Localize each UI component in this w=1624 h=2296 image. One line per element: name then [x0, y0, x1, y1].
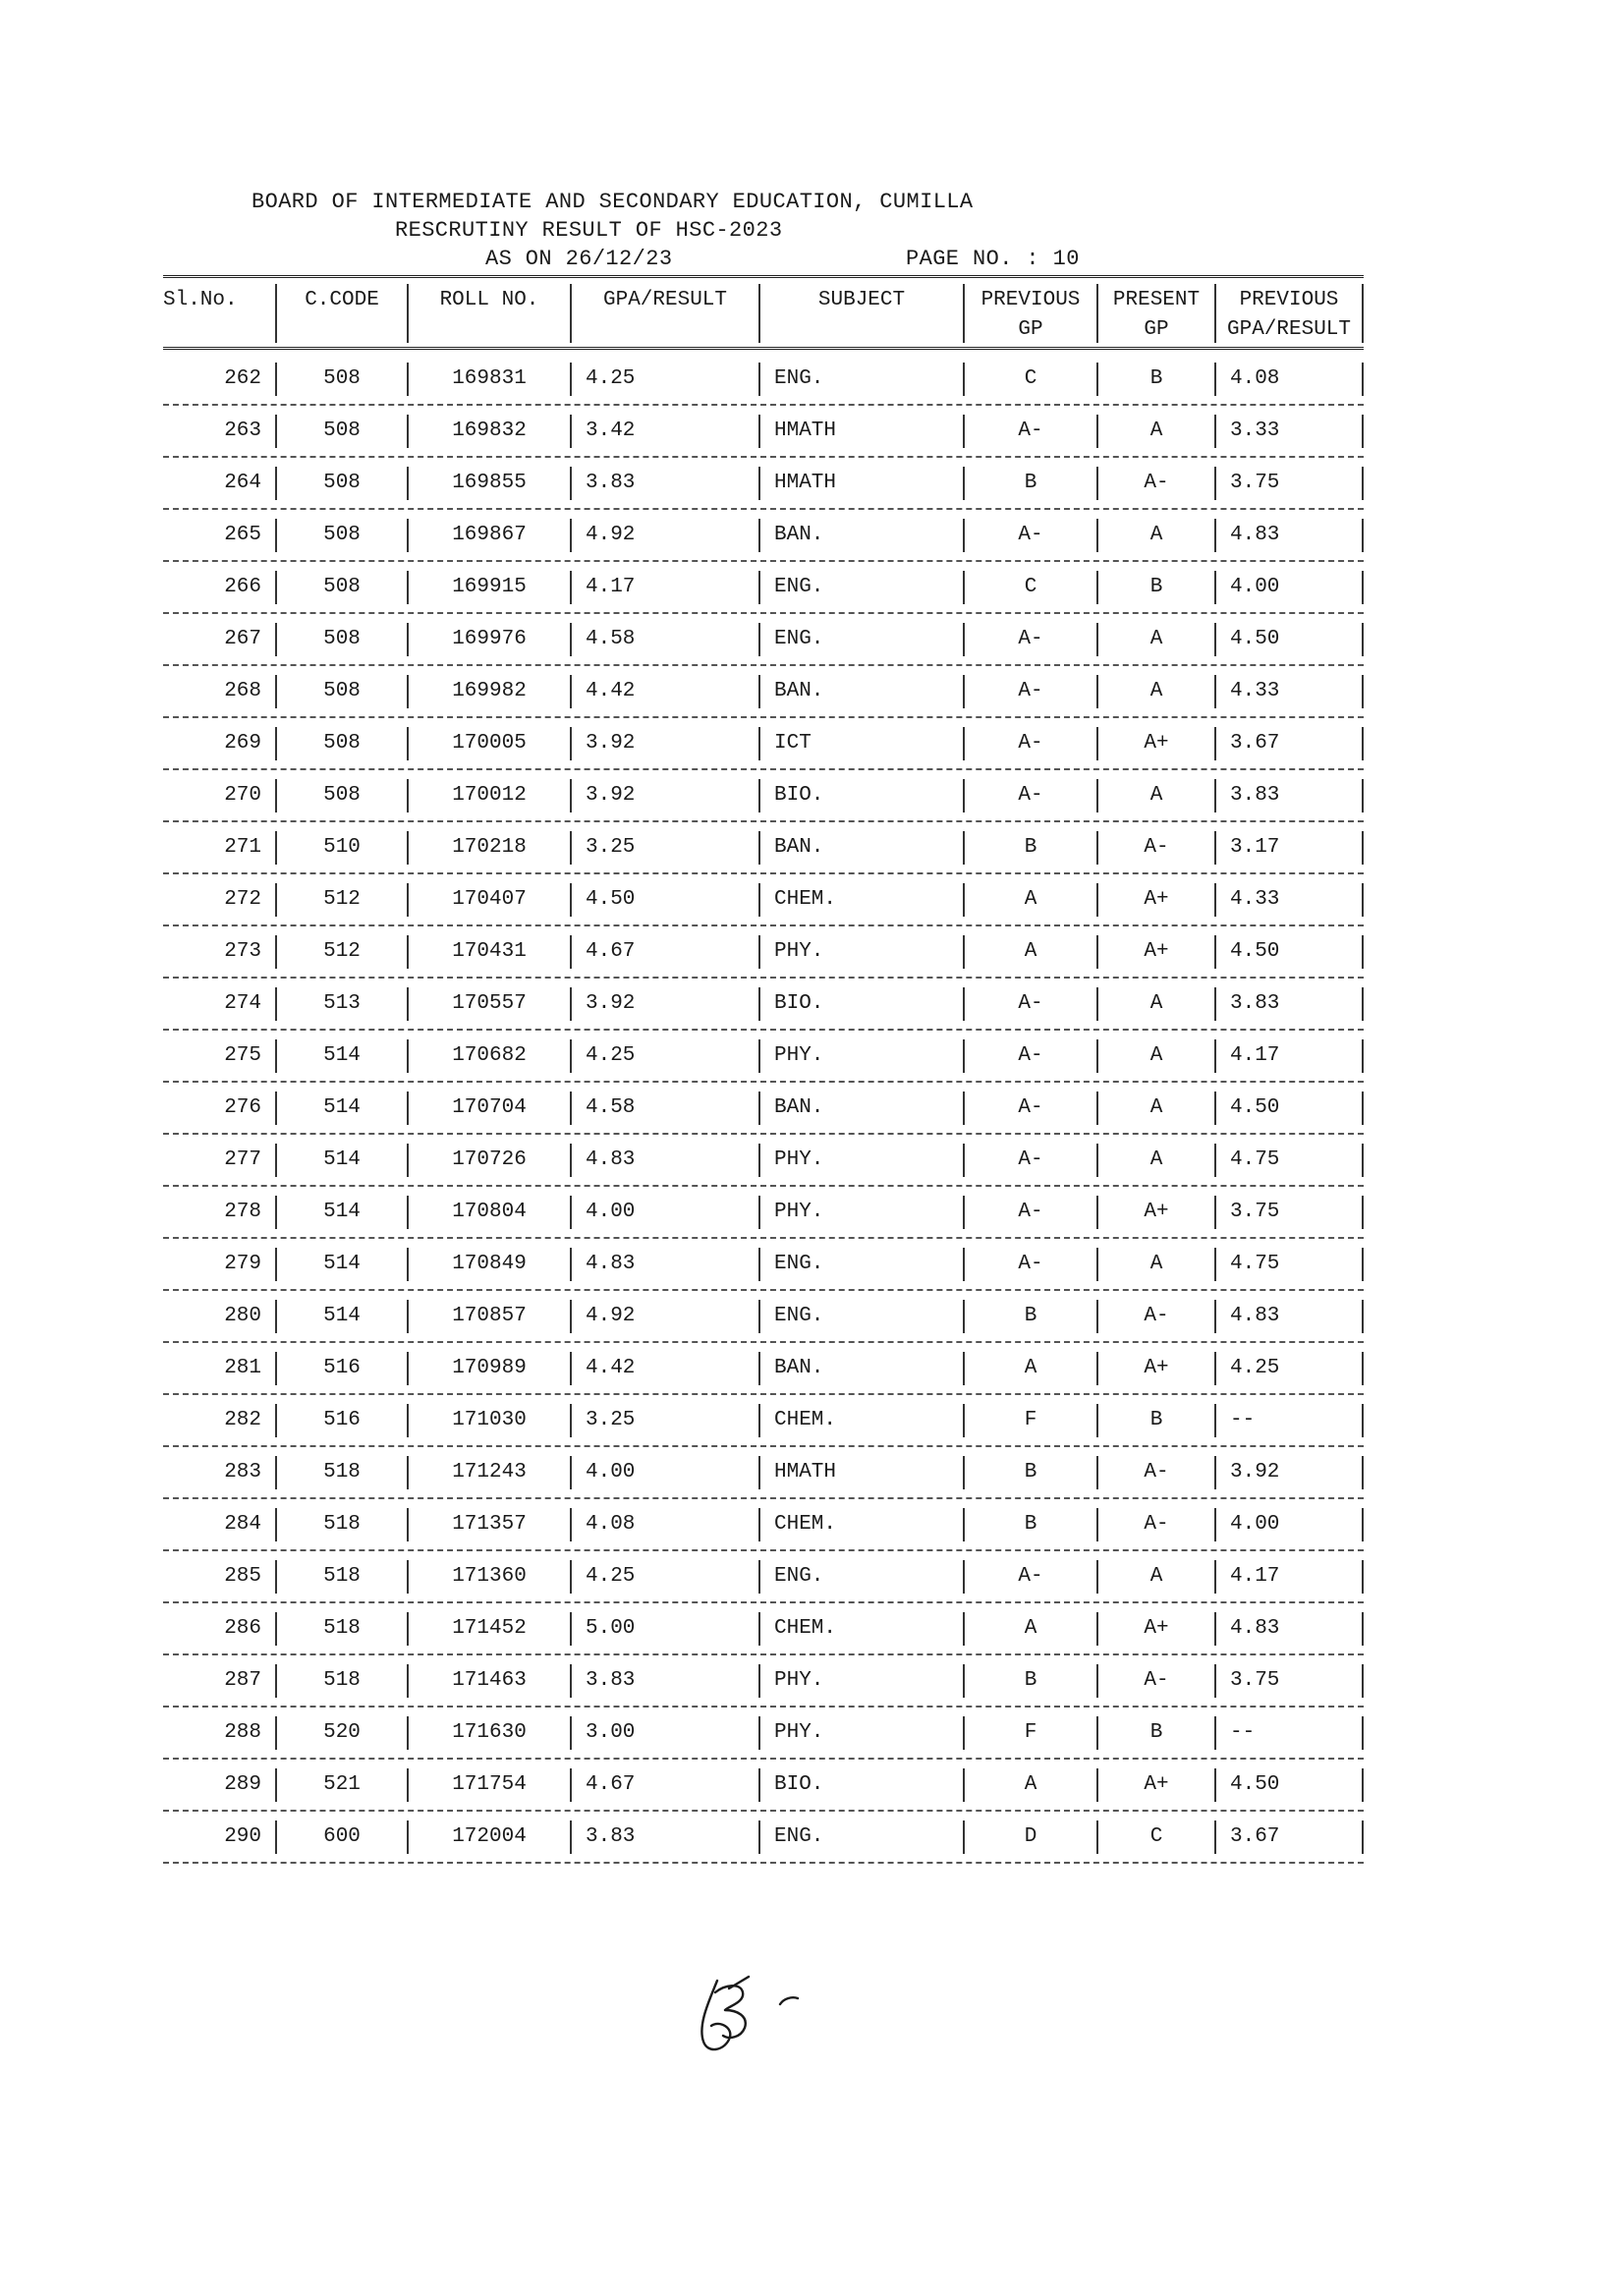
cell-sl: 283 — [224, 1460, 261, 1484]
cell-prev-gpa: 4.33 — [1214, 675, 1364, 708]
cell-subject: CHEM. — [758, 883, 963, 917]
cell-ccode: 514 — [275, 1039, 407, 1073]
table-row — [163, 1499, 1364, 1551]
cell-sl: 271 — [224, 835, 261, 859]
cell-prev-gp: B — [963, 1664, 1096, 1698]
cell-prev-gpa: 4.50 — [1214, 1092, 1364, 1125]
cell-sl: 286 — [224, 1616, 261, 1640]
cell-subject: HMATH — [758, 1456, 963, 1489]
cell-subject: BAN. — [758, 1352, 963, 1385]
table-row — [163, 926, 1364, 979]
cell-sl: 268 — [224, 679, 261, 702]
cell-present-gp: B — [1096, 1404, 1214, 1437]
cell-present-gp: A — [1096, 519, 1214, 552]
cell-gpa: 3.83 — [570, 1664, 758, 1698]
cell-prev-gpa: 4.83 — [1214, 519, 1364, 552]
cell-gpa: 4.25 — [570, 1560, 758, 1594]
table-row — [163, 1760, 1364, 1812]
cell-subject: HMATH — [758, 467, 963, 500]
cell-prev-gp: B — [963, 1300, 1096, 1333]
cell-gpa: 3.83 — [570, 1820, 758, 1854]
cell-gpa: 4.17 — [570, 571, 758, 604]
cell-gpa: 4.00 — [570, 1456, 758, 1489]
cell-prev-gp: B — [963, 1456, 1096, 1489]
cell-roll: 170849 — [407, 1248, 570, 1281]
cell-prev-gpa: 3.83 — [1214, 987, 1364, 1021]
cell-present-gp: A+ — [1096, 1352, 1214, 1385]
cell-gpa: 4.67 — [570, 1768, 758, 1802]
cell-subject: CHEM. — [758, 1404, 963, 1437]
cell-present-gp: A — [1096, 415, 1214, 448]
cell-prev-gp: A- — [963, 987, 1096, 1021]
cell-present-gp: A+ — [1096, 1196, 1214, 1229]
cell-prev-gpa: 4.50 — [1214, 935, 1364, 969]
cell-present-gp: A — [1096, 675, 1214, 708]
table-row — [163, 1708, 1364, 1760]
cell-gpa: 4.67 — [570, 935, 758, 969]
col-header-prev-gpa: PREVIOUS GPA/RESULT — [1214, 284, 1364, 343]
cell-subject: BAN. — [758, 675, 963, 708]
cell-prev-gp: B — [963, 1508, 1096, 1541]
cell-prev-gpa: 4.08 — [1214, 363, 1364, 396]
cell-prev-gp: A- — [963, 727, 1096, 760]
cell-sl: 277 — [224, 1148, 261, 1171]
cell-sl: 281 — [224, 1356, 261, 1379]
cell-prev-gp: A — [963, 883, 1096, 917]
col-header-roll: ROLL NO. — [407, 284, 570, 343]
table-row — [163, 1812, 1364, 1864]
cell-roll: 171463 — [407, 1664, 570, 1698]
cell-present-gp: A+ — [1096, 727, 1214, 760]
table-row — [163, 1239, 1364, 1291]
cell-prev-gpa: 4.83 — [1214, 1300, 1364, 1333]
cell-prev-gp: A- — [963, 519, 1096, 552]
cell-roll: 171030 — [407, 1404, 570, 1437]
cell-roll: 171360 — [407, 1560, 570, 1594]
cell-prev-gpa: 3.67 — [1214, 727, 1364, 760]
cell-roll: 170857 — [407, 1300, 570, 1333]
cell-present-gp: C — [1096, 1820, 1214, 1854]
cell-prev-gpa: 3.75 — [1214, 1196, 1364, 1229]
cell-roll: 170012 — [407, 779, 570, 812]
cell-roll: 171754 — [407, 1768, 570, 1802]
cell-roll: 169982 — [407, 675, 570, 708]
cell-roll: 170557 — [407, 987, 570, 1021]
col-header-present-gp: PRESENT GP — [1096, 284, 1214, 343]
cell-ccode: 508 — [275, 675, 407, 708]
cell-roll: 171357 — [407, 1508, 570, 1541]
cell-subject: BAN. — [758, 1092, 963, 1125]
cell-gpa: 4.83 — [570, 1248, 758, 1281]
cell-prev-gp: A- — [963, 623, 1096, 656]
table-row — [163, 1343, 1364, 1395]
cell-prev-gp: F — [963, 1404, 1096, 1437]
cell-ccode: 600 — [275, 1820, 407, 1854]
cell-present-gp: A — [1096, 1092, 1214, 1125]
cell-subject: ENG. — [758, 1820, 963, 1854]
table-row — [163, 1291, 1364, 1343]
cell-present-gp: A — [1096, 1248, 1214, 1281]
cell-subject: PHY. — [758, 1196, 963, 1229]
cell-gpa: 4.58 — [570, 623, 758, 656]
cell-ccode: 520 — [275, 1716, 407, 1750]
table-row — [163, 979, 1364, 1031]
cell-prev-gp: A- — [963, 1144, 1096, 1177]
cell-sl: 267 — [224, 627, 261, 650]
cell-gpa: 4.58 — [570, 1092, 758, 1125]
cell-ccode: 512 — [275, 883, 407, 917]
table-row — [163, 1031, 1364, 1083]
handwritten-signature — [690, 1971, 817, 2059]
cell-subject: ENG. — [758, 1560, 963, 1594]
cell-prev-gpa: -- — [1214, 1716, 1364, 1750]
cell-roll: 169976 — [407, 623, 570, 656]
cell-prev-gp: B — [963, 467, 1096, 500]
cell-prev-gp: A- — [963, 1248, 1096, 1281]
cell-gpa: 3.92 — [570, 987, 758, 1021]
col-header-subject: SUBJECT — [758, 284, 963, 343]
cell-gpa: 4.92 — [570, 1300, 758, 1333]
cell-subject: PHY. — [758, 1144, 963, 1177]
cell-present-gp: A+ — [1096, 1768, 1214, 1802]
cell-subject: CHEM. — [758, 1612, 963, 1646]
cell-ccode: 514 — [275, 1248, 407, 1281]
cell-gpa: 3.92 — [570, 727, 758, 760]
cell-prev-gpa: 3.75 — [1214, 1664, 1364, 1698]
cell-prev-gpa: 4.17 — [1214, 1560, 1364, 1594]
report-date: AS ON 26/12/23 — [485, 247, 673, 271]
cell-ccode: 514 — [275, 1196, 407, 1229]
table-row — [163, 822, 1364, 874]
cell-roll: 169831 — [407, 363, 570, 396]
cell-subject: HMATH — [758, 415, 963, 448]
cell-roll: 170704 — [407, 1092, 570, 1125]
cell-sl: 276 — [224, 1095, 261, 1119]
cell-prev-gp: A- — [963, 779, 1096, 812]
cell-prev-gpa: 4.17 — [1214, 1039, 1364, 1073]
cell-sl: 272 — [224, 887, 261, 911]
cell-subject: PHY. — [758, 1664, 963, 1698]
cell-sl: 269 — [224, 731, 261, 755]
cell-roll: 171452 — [407, 1612, 570, 1646]
cell-prev-gp: A- — [963, 1039, 1096, 1073]
cell-subject: ENG. — [758, 623, 963, 656]
cell-gpa: 4.25 — [570, 363, 758, 396]
cell-prev-gpa: 3.17 — [1214, 831, 1364, 865]
cell-present-gp: B — [1096, 571, 1214, 604]
cell-present-gp: A- — [1096, 467, 1214, 500]
table-row — [163, 1135, 1364, 1187]
cell-prev-gpa: 3.75 — [1214, 467, 1364, 500]
cell-ccode: 516 — [275, 1352, 407, 1385]
cell-gpa: 4.25 — [570, 1039, 758, 1073]
cell-sl: 284 — [224, 1512, 261, 1536]
cell-roll: 169855 — [407, 467, 570, 500]
cell-gpa: 4.00 — [570, 1196, 758, 1229]
cell-ccode: 514 — [275, 1092, 407, 1125]
cell-ccode: 508 — [275, 727, 407, 760]
cell-ccode: 518 — [275, 1664, 407, 1698]
cell-ccode: 508 — [275, 779, 407, 812]
cell-present-gp: A — [1096, 987, 1214, 1021]
cell-present-gp: B — [1096, 363, 1214, 396]
cell-subject: PHY. — [758, 935, 963, 969]
cell-sl: 289 — [224, 1772, 261, 1796]
cell-prev-gp: A- — [963, 1196, 1096, 1229]
cell-prev-gpa: 4.50 — [1214, 1768, 1364, 1802]
table-row — [163, 1655, 1364, 1708]
cell-prev-gp: A- — [963, 675, 1096, 708]
cell-subject: BAN. — [758, 831, 963, 865]
cell-gpa: 3.25 — [570, 1404, 758, 1437]
cell-ccode: 518 — [275, 1560, 407, 1594]
cell-gpa: 5.00 — [570, 1612, 758, 1646]
cell-roll: 170407 — [407, 883, 570, 917]
cell-prev-gp: F — [963, 1716, 1096, 1750]
table-row — [163, 562, 1364, 614]
cell-prev-gpa: -- — [1214, 1404, 1364, 1437]
cell-ccode: 508 — [275, 467, 407, 500]
cell-ccode: 508 — [275, 363, 407, 396]
col-header-gpa: GPA/RESULT — [570, 284, 758, 343]
cell-roll: 170218 — [407, 831, 570, 865]
cell-present-gp: A- — [1096, 1508, 1214, 1541]
table-row — [163, 1447, 1364, 1499]
header-rule — [163, 347, 1364, 350]
cell-sl: 274 — [224, 991, 261, 1015]
cell-gpa: 4.83 — [570, 1144, 758, 1177]
cell-subject: BAN. — [758, 519, 963, 552]
cell-gpa: 4.42 — [570, 1352, 758, 1385]
cell-sl: 278 — [224, 1200, 261, 1223]
cell-gpa: 4.42 — [570, 675, 758, 708]
cell-gpa: 3.92 — [570, 779, 758, 812]
cell-prev-gpa: 4.25 — [1214, 1352, 1364, 1385]
table-row — [163, 1603, 1364, 1655]
cell-subject: CHEM. — [758, 1508, 963, 1541]
cell-roll: 171630 — [407, 1716, 570, 1750]
cell-present-gp: B — [1096, 1716, 1214, 1750]
cell-sl: 263 — [224, 419, 261, 442]
table-row — [163, 718, 1364, 770]
cell-roll: 170726 — [407, 1144, 570, 1177]
table-row — [163, 1551, 1364, 1603]
col-header-prev-gp: PREVIOUS GP — [963, 284, 1096, 343]
cell-sl: 262 — [224, 366, 261, 390]
cell-roll: 172004 — [407, 1820, 570, 1854]
cell-subject: ENG. — [758, 1300, 963, 1333]
table-header — [163, 284, 1364, 343]
cell-present-gp: A — [1096, 1039, 1214, 1073]
cell-sl: 288 — [224, 1720, 261, 1744]
cell-sl: 265 — [224, 523, 261, 546]
cell-prev-gp: C — [963, 571, 1096, 604]
cell-sl: 266 — [224, 575, 261, 598]
cell-prev-gp: A — [963, 935, 1096, 969]
cell-prev-gpa: 4.83 — [1214, 1612, 1364, 1646]
cell-subject: ENG. — [758, 363, 963, 396]
cell-prev-gpa: 4.33 — [1214, 883, 1364, 917]
cell-ccode: 516 — [275, 1404, 407, 1437]
cell-roll: 170989 — [407, 1352, 570, 1385]
page-number: PAGE NO. : 10 — [906, 247, 1080, 271]
cell-ccode: 513 — [275, 987, 407, 1021]
cell-gpa: 4.50 — [570, 883, 758, 917]
cell-prev-gp: A- — [963, 415, 1096, 448]
cell-gpa: 3.83 — [570, 467, 758, 500]
cell-ccode: 518 — [275, 1508, 407, 1541]
cell-prev-gp: A- — [963, 1092, 1096, 1125]
cell-sl: 282 — [224, 1408, 261, 1431]
cell-roll: 169832 — [407, 415, 570, 448]
cell-subject: ENG. — [758, 571, 963, 604]
cell-gpa: 4.08 — [570, 1508, 758, 1541]
cell-present-gp: A — [1096, 779, 1214, 812]
cell-prev-gpa: 3.92 — [1214, 1456, 1364, 1489]
table-row — [163, 510, 1364, 562]
cell-ccode: 512 — [275, 935, 407, 969]
cell-gpa: 3.42 — [570, 415, 758, 448]
table-row — [163, 406, 1364, 458]
cell-ccode: 518 — [275, 1456, 407, 1489]
cell-present-gp: A- — [1096, 1300, 1214, 1333]
cell-subject: PHY. — [758, 1039, 963, 1073]
cell-ccode: 514 — [275, 1300, 407, 1333]
cell-roll: 169867 — [407, 519, 570, 552]
cell-prev-gp: A — [963, 1612, 1096, 1646]
cell-prev-gpa: 3.67 — [1214, 1820, 1364, 1854]
cell-subject: BIO. — [758, 779, 963, 812]
cell-prev-gp: A — [963, 1352, 1096, 1385]
col-header-sl: Sl.No. — [163, 289, 238, 311]
cell-roll: 171243 — [407, 1456, 570, 1489]
cell-present-gp: A- — [1096, 1456, 1214, 1489]
cell-subject: ICT — [758, 727, 963, 760]
cell-subject: PHY. — [758, 1716, 963, 1750]
cell-sl: 275 — [224, 1043, 261, 1067]
table-row — [163, 874, 1364, 926]
cell-roll: 170005 — [407, 727, 570, 760]
cell-ccode: 508 — [275, 623, 407, 656]
cell-prev-gpa: 4.75 — [1214, 1248, 1364, 1281]
cell-ccode: 508 — [275, 519, 407, 552]
cell-roll: 170682 — [407, 1039, 570, 1073]
top-rule — [163, 275, 1364, 278]
table-body — [163, 354, 1364, 1864]
cell-ccode: 514 — [275, 1144, 407, 1177]
col-header-ccode: C.CODE — [275, 284, 407, 343]
cell-present-gp: A+ — [1096, 883, 1214, 917]
cell-gpa: 4.92 — [570, 519, 758, 552]
cell-prev-gp: C — [963, 363, 1096, 396]
cell-sl: 287 — [224, 1668, 261, 1692]
cell-prev-gpa: 4.00 — [1214, 571, 1364, 604]
cell-sl: 279 — [224, 1252, 261, 1275]
cell-prev-gpa: 4.75 — [1214, 1144, 1364, 1177]
cell-sl: 273 — [224, 939, 261, 963]
cell-ccode: 510 — [275, 831, 407, 865]
cell-present-gp: A — [1096, 623, 1214, 656]
cell-prev-gpa: 4.50 — [1214, 623, 1364, 656]
cell-present-gp: A — [1096, 1144, 1214, 1177]
result-table — [163, 275, 1364, 1864]
cell-present-gp: A — [1096, 1560, 1214, 1594]
cell-prev-gpa: 3.83 — [1214, 779, 1364, 812]
cell-present-gp: A- — [1096, 831, 1214, 865]
cell-sl: 290 — [224, 1824, 261, 1848]
table-row — [163, 614, 1364, 666]
table-row — [163, 770, 1364, 822]
cell-roll: 170431 — [407, 935, 570, 969]
cell-sl: 270 — [224, 783, 261, 807]
cell-present-gp: A- — [1096, 1664, 1214, 1698]
board-title: BOARD OF INTERMEDIATE AND SECONDARY EDUCATION, CUMILLA — [252, 190, 974, 214]
cell-ccode: 518 — [275, 1612, 407, 1646]
cell-ccode: 508 — [275, 571, 407, 604]
cell-subject: ENG. — [758, 1248, 963, 1281]
table-row — [163, 1187, 1364, 1239]
cell-subject: BIO. — [758, 1768, 963, 1802]
cell-ccode: 521 — [275, 1768, 407, 1802]
table-row — [163, 354, 1364, 406]
cell-gpa: 3.00 — [570, 1716, 758, 1750]
cell-prev-gpa: 3.33 — [1214, 415, 1364, 448]
cell-prev-gp: A- — [963, 1560, 1096, 1594]
cell-ccode: 508 — [275, 415, 407, 448]
table-row — [163, 666, 1364, 718]
cell-prev-gp: A — [963, 1768, 1096, 1802]
cell-prev-gp: B — [963, 831, 1096, 865]
table-row — [163, 458, 1364, 510]
cell-gpa: 3.25 — [570, 831, 758, 865]
cell-roll: 170804 — [407, 1196, 570, 1229]
cell-present-gp: A+ — [1096, 1612, 1214, 1646]
cell-present-gp: A+ — [1096, 935, 1214, 969]
table-row — [163, 1395, 1364, 1447]
cell-subject: BIO. — [758, 987, 963, 1021]
cell-sl: 280 — [224, 1304, 261, 1327]
report-title: RESCRUTINY RESULT OF HSC-2023 — [395, 218, 783, 243]
cell-sl: 264 — [224, 471, 261, 494]
cell-sl: 285 — [224, 1564, 261, 1588]
cell-roll: 169915 — [407, 571, 570, 604]
table-row — [163, 1083, 1364, 1135]
cell-prev-gpa: 4.00 — [1214, 1508, 1364, 1541]
cell-prev-gp: D — [963, 1820, 1096, 1854]
